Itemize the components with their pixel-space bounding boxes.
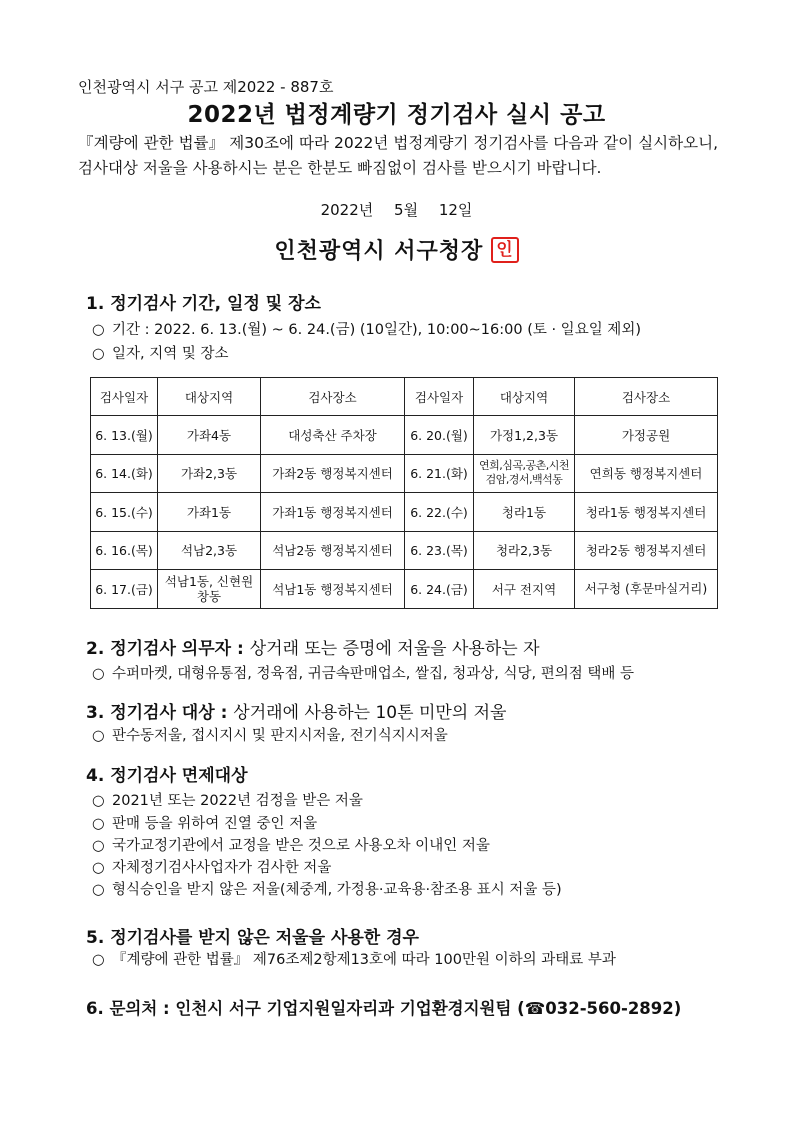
intro-paragraph: 『계량에 관한 법률』 제30조에 따라 2022년 법정계량기 정기검사를 다음과 같이 실시하오니, 검사대상 저울을 사용하시는 분은 한분도 빠짐없이 검사를 받으시기 바랍니다. [78,134,718,177]
section-4-bullet [92,834,490,855]
table-cell: 6. 14.(화) [91,454,158,493]
table-cell: 석남2,3동 [158,531,261,570]
bullet-mark: ○ [92,860,105,876]
section-5-heading: 5. 정기검사를 받지 않은 저울을 사용한 경우 [86,928,419,948]
table-cell: 가좌1동 행정복지센터 [261,493,405,532]
table-row [91,493,718,532]
section-5-bullet [92,948,616,969]
bullet-mark: ○ [92,322,105,338]
table-cell: 6. 24.(금) [405,570,474,609]
table-cell: 청라1동 행정복지센터 [575,493,718,532]
section-3-desc: 상거래에 사용하는 10톤 미만의 저울 [233,703,507,723]
bullet-mark: ○ [92,666,105,682]
table-header-cell: 대상지역 [158,378,261,416]
notice-date: 2022년 5월 12일 [320,201,473,219]
section-3-bullet [92,724,448,745]
table-cell: 6. 13.(월) [91,416,158,455]
bullet-text: 2021년 또는 2022년 검정을 받은 저울 [112,793,363,809]
section-4-bullet [92,878,562,899]
table-cell: 6. 20.(월) [405,416,474,455]
table-cell: 가정1,2,3동 [474,416,575,455]
section-2-heading [86,634,540,659]
table-cell: 6. 17.(금) [91,570,158,609]
table-cell: 연희,심곡,공촌,시천 검암,경서,백석동 [474,454,575,493]
table-cell: 6. 21.(화) [405,454,474,493]
table-cell: 가좌1동 [158,493,261,532]
section-1-heading: 1. 정기검사 기간, 일정 및 장소 [86,294,321,314]
table-row [91,416,718,455]
signer-name: 인천광역시 서구청장 [274,239,484,264]
table-cell: 가좌2동 행정복지센터 [261,454,405,493]
bullet-text: 판수동저울, 접시지시 및 판지시저울, 전기식지시저울 [112,728,448,744]
bullet-text: 『계량에 관한 법률』 제76조제2항제13호에 따라 100만원 이하의 과태료 부과 [112,952,616,968]
section-6-contact: 6. 문의처 : 인천시 서구 기업지원일자리과 기업환경지원팀 (☎032-560-2892) [86,999,682,1018]
section-4-bullet [92,812,317,833]
table-cell: 청라2동 행정복지센터 [575,531,718,570]
table-header-cell: 대상지역 [474,378,575,416]
bullet-text: 자체정기검사사업자가 검사한 저울 [112,860,332,876]
table-cell: 청라1동 [474,493,575,532]
table-header-row [91,378,718,416]
signer-line [0,234,793,265]
table-cell: 대성축산 주차장 [261,416,405,455]
table-cell: 석남2동 행정복지센터 [261,531,405,570]
section-3-title: 3. 정기검사 대상 : [86,703,228,723]
bullet-text: 일자, 지역 및 장소 [112,346,229,362]
section-4-heading: 4. 정기검사 면제대상 [86,766,248,786]
table-cell: 6. 23.(목) [405,531,474,570]
section-2-desc: 상거래 또는 증명에 저울을 사용하는 자 [249,639,540,659]
table-row [91,454,718,493]
bullet-mark: ○ [92,952,105,968]
table-cell: 가좌2,3동 [158,454,261,493]
inspection-schedule-table [90,377,718,609]
notice-number: 인천광역시 서구 공고 제2022 - 887호 [78,78,334,96]
notice-title: 2022년 법정계량기 정기검사 실시 공고 [187,102,606,128]
bullet-text: 형식승인을 받지 않은 저울(체중계, 가정용·교육용·참조용 표시 저울 등) [112,882,562,898]
bullet-text: 수퍼마켓, 대형유통점, 정육점, 귀금속판매업소, 쌀집, 청과상, 식당, 편의점 택배 등 [112,666,634,682]
table-cell: 가정공원 [575,416,718,455]
section-1-bullet [92,318,641,339]
table-cell: 6. 15.(수) [91,493,158,532]
section-4-bullet [92,789,363,810]
bullet-mark: ○ [92,346,105,362]
bullet-mark: ○ [92,816,105,832]
table-header-cell: 검사일자 [405,378,474,416]
table-cell: 6. 16.(목) [91,531,158,570]
section-3-heading [86,698,506,723]
section-2-bullet [92,662,634,683]
section-1-bullet [92,342,229,363]
table-header-cell: 검사일자 [91,378,158,416]
table-header-cell: 검사장소 [575,378,718,416]
table-cell: 6. 22.(수) [405,493,474,532]
table-cell: 연희동 행정복지센터 [575,454,718,493]
bullet-text: 국가교정기관에서 교정을 받은 것으로 사용오차 이내인 저울 [112,838,490,854]
section-4-bullet [92,856,331,877]
bullet-mark: ○ [92,793,105,809]
table-cell: 가좌4동 [158,416,261,455]
bullet-mark: ○ [92,728,105,744]
section-2-title: 2. 정기검사 의무자 : [86,639,244,659]
table-header-cell: 검사장소 [261,378,405,416]
table-row [91,531,718,570]
table-cell: 석남1동, 신현원창동 [158,570,261,609]
bullet-text: 판매 등을 위하여 진열 중인 저울 [112,816,318,832]
bullet-mark: ○ [92,882,105,898]
bullet-text: 기간 : 2022. 6. 13.(월) ~ 6. 24.(금) (10일간), 10:00∼16:00 (토 · 일요일 제외) [112,322,641,338]
table-row [91,570,718,609]
bullet-mark: ○ [92,838,105,854]
official-seal: 인 [491,237,518,263]
table-cell: 서구 전지역 [474,570,575,609]
table-cell: 서구청 (후문마실거리) [575,570,718,609]
table-cell: 석남1동 행정복지센터 [261,570,405,609]
table-cell: 청라2,3동 [474,531,575,570]
